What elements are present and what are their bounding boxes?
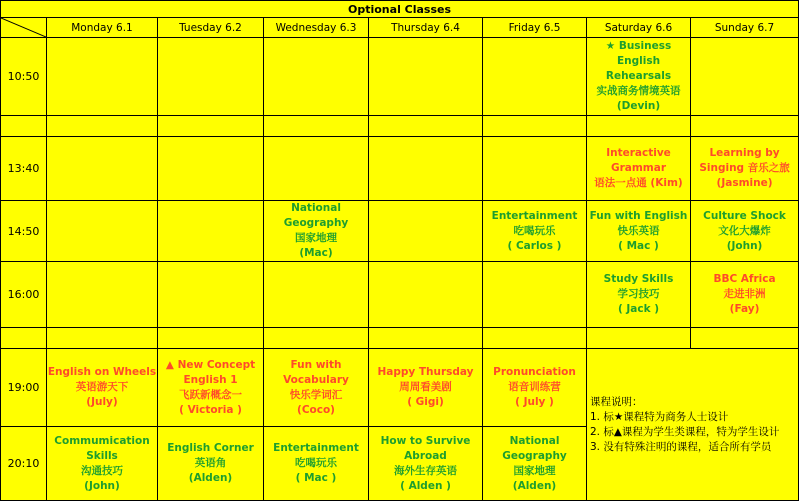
class-teacher: ( Carlos ) — [507, 239, 562, 252]
class-cell-wed-1900[interactable] — [264, 349, 369, 427]
gap-cell — [483, 116, 587, 137]
class-chinese-title: 海外生存英语 — [394, 464, 457, 477]
class-title: How to Survive — [380, 434, 471, 447]
cell-empty[interactable] — [369, 137, 483, 201]
class-title: Fun with English — [589, 209, 688, 222]
gap-cell — [691, 116, 799, 137]
class-cell-thu-2010[interactable] — [369, 427, 483, 501]
notes-item: 2. 标▲课程为学生类课程，特为学生设计 — [590, 425, 780, 438]
gap-cell — [369, 116, 483, 137]
cell-empty[interactable] — [264, 137, 369, 201]
class-cell-sat-1340[interactable] — [587, 137, 691, 201]
time-1050[interactable]: 10:50 — [1, 38, 47, 116]
cell-empty[interactable] — [691, 38, 799, 116]
time-2010[interactable]: 20:10 — [1, 427, 47, 501]
gap-cell — [158, 116, 264, 137]
cell-empty[interactable] — [483, 38, 587, 116]
day-header-thursday[interactable]: Thursday 6.4 — [369, 18, 483, 38]
cell-empty[interactable] — [483, 262, 587, 328]
class-chinese-title: 文化大爆炸 — [718, 224, 771, 237]
cell-empty[interactable] — [158, 38, 264, 116]
page-title: Optional Classes — [1, 1, 799, 18]
class-title: Vocabulary — [283, 373, 349, 386]
cell-empty[interactable] — [158, 262, 264, 328]
class-teacher: (John) — [726, 239, 763, 252]
class-cell-mon-2010[interactable] — [47, 427, 158, 501]
gap-cell — [47, 116, 158, 137]
class-title: National — [509, 434, 560, 447]
class-chinese-title: 吃喝玩乐 — [513, 224, 556, 237]
class-teacher: (Fay) — [729, 303, 760, 315]
class-cell-sun-1600[interactable] — [691, 262, 799, 328]
class-chinese-title: 英语游天下 — [75, 381, 129, 393]
class-chinese-title: 飞跃新概念一 — [179, 388, 242, 401]
class-title: Culture Shock — [703, 209, 786, 222]
cell-empty[interactable] — [483, 137, 587, 201]
class-teacher: (John) — [84, 479, 120, 492]
gap-cell — [264, 328, 369, 349]
course-notes — [587, 349, 799, 501]
class-cell-fri-1900[interactable] — [483, 349, 587, 427]
gap-cell — [587, 116, 691, 137]
diagonal-divider — [1, 18, 46, 37]
class-chinese-title: 实战商务情境英语 — [596, 85, 681, 97]
notes-item: 3. 没有特殊注明的课程，适合所有学员 — [590, 440, 772, 453]
class-cell-fri-1450[interactable] — [483, 201, 587, 262]
cell-empty[interactable] — [369, 201, 483, 262]
class-cell-mon-1900[interactable] — [47, 349, 158, 427]
class-teacher: ( July ) — [515, 396, 554, 408]
class-cell-wed-1450[interactable] — [264, 201, 369, 262]
class-cell-wed-2010[interactable] — [264, 427, 369, 501]
class-title: Entertainment — [491, 209, 578, 222]
class-cell-fri-2010[interactable] — [483, 427, 587, 501]
class-title: Interactive — [606, 147, 671, 159]
class-title: Singing 音乐之旅 — [699, 162, 790, 174]
cell-empty[interactable] — [369, 38, 483, 116]
notes-heading: 课程说明： — [590, 395, 643, 408]
class-title: Skills — [86, 449, 118, 462]
class-cell-sun-1450[interactable] — [691, 201, 799, 262]
cell-empty[interactable] — [264, 262, 369, 328]
cell-empty[interactable] — [264, 38, 369, 116]
class-title: Entertainment — [273, 442, 359, 454]
day-header-friday[interactable]: Friday 6.5 — [483, 18, 587, 38]
class-teacher: ( Jack ) — [617, 303, 660, 315]
day-header-tuesday[interactable]: Tuesday 6.2 — [158, 18, 264, 38]
class-title: Fun with — [290, 358, 342, 371]
class-cell-sun-1340[interactable] — [691, 137, 799, 201]
class-title: National — [291, 202, 341, 214]
class-chinese-title: 快乐英语 — [617, 224, 660, 237]
class-title: Happy Thursday — [377, 366, 474, 378]
gap-cell — [264, 116, 369, 137]
gap-cell — [1, 328, 47, 349]
class-chinese-title: 快乐学词汇 — [289, 388, 343, 401]
cell-empty[interactable] — [158, 137, 264, 201]
day-header-wednesday[interactable]: Wednesday 6.3 — [264, 18, 369, 38]
class-title: English on Wheels — [47, 366, 157, 378]
day-header-monday[interactable]: Monday 6.1 — [47, 18, 158, 38]
gap-cell — [691, 328, 799, 349]
class-cell-tue-1900[interactable] — [158, 349, 264, 427]
day-header-saturday[interactable]: Saturday 6.6 — [587, 18, 691, 38]
class-chinese-title: 周周看美剧 — [399, 381, 452, 393]
cell-empty[interactable] — [47, 137, 158, 201]
corner-cell — [1, 18, 47, 38]
class-teacher: (Devin) — [616, 100, 661, 112]
class-teacher: ( Mac ) — [295, 472, 337, 484]
class-teacher: (Alden) — [188, 472, 233, 484]
gap-cell — [47, 328, 158, 349]
notes-item: 1. 标★课程特为商务人士设计 — [590, 410, 729, 423]
gap-cell — [158, 328, 264, 349]
class-chinese-title: 英语角 — [194, 457, 227, 469]
class-chinese-title: 学习技巧 — [617, 288, 660, 300]
class-teacher: ( Alden ) — [400, 479, 451, 492]
class-title: English 1 — [183, 373, 238, 386]
class-teacher: (July) — [86, 396, 118, 408]
time-1600[interactable]: 16:00 — [1, 262, 47, 328]
class-title: Commumication — [54, 434, 150, 447]
class-cell-sat-1600[interactable] — [587, 262, 691, 328]
cell-empty[interactable] — [47, 201, 158, 262]
class-title: Grammar — [610, 162, 667, 174]
time-1450[interactable]: 14:50 — [1, 201, 47, 262]
class-title: English — [616, 55, 661, 67]
class-cell-sat-1050[interactable] — [587, 38, 691, 116]
class-chinese-title: 国家地理 — [513, 464, 556, 477]
class-cell-tue-2010[interactable] — [158, 427, 264, 501]
time-1900[interactable]: 19:00 — [1, 349, 47, 427]
class-teacher: ( Mac ) — [618, 239, 659, 252]
class-title: Geography — [502, 449, 567, 462]
class-chinese-title: 国家地理 — [295, 232, 337, 244]
class-title: Pronunciation — [493, 366, 576, 378]
cell-empty[interactable] — [47, 262, 158, 328]
cell-empty[interactable] — [47, 38, 158, 116]
class-cell-sat-1450[interactable] — [587, 201, 691, 262]
class-chinese-title: 语音训练营 — [508, 381, 561, 393]
class-cell-thu-1900[interactable] — [369, 349, 483, 427]
class-title: Abroad — [404, 449, 447, 462]
class-title: Geography — [283, 217, 349, 229]
class-chinese-title: 语法一点通 (Kim) — [594, 177, 683, 189]
class-teacher: ( Gigi) — [407, 396, 444, 408]
class-title: BBC Africa — [713, 273, 776, 285]
class-title: Learning by — [709, 147, 780, 159]
class-title: ★ Business — [605, 40, 672, 52]
class-title: Rehearsals — [605, 70, 672, 82]
class-chinese-title: 吃喝玩乐 — [295, 457, 337, 469]
day-header-sunday[interactable]: Sunday 6.7 — [691, 18, 799, 38]
gap-cell — [1, 116, 47, 137]
class-teacher: (Alden) — [512, 479, 557, 492]
class-title: English Corner — [167, 442, 254, 454]
class-title: ▲ New Concept — [165, 358, 256, 371]
class-chinese-title: 走进非洲 — [723, 288, 766, 300]
time-1340[interactable]: 13:40 — [1, 137, 47, 201]
class-teacher: (Mac) — [299, 247, 333, 259]
class-title: Study Skills — [603, 273, 674, 285]
gap-cell — [369, 328, 483, 349]
class-chinese-title: 沟通技巧 — [81, 464, 123, 477]
class-teacher: (Jasmine) — [716, 177, 773, 189]
class-teacher: (Coco) — [297, 403, 335, 416]
cell-empty[interactable] — [369, 262, 483, 328]
class-teacher: ( Victoria ) — [179, 403, 242, 416]
gap-cell — [587, 328, 691, 349]
gap-cell — [483, 328, 587, 349]
cell-empty[interactable] — [158, 201, 264, 262]
